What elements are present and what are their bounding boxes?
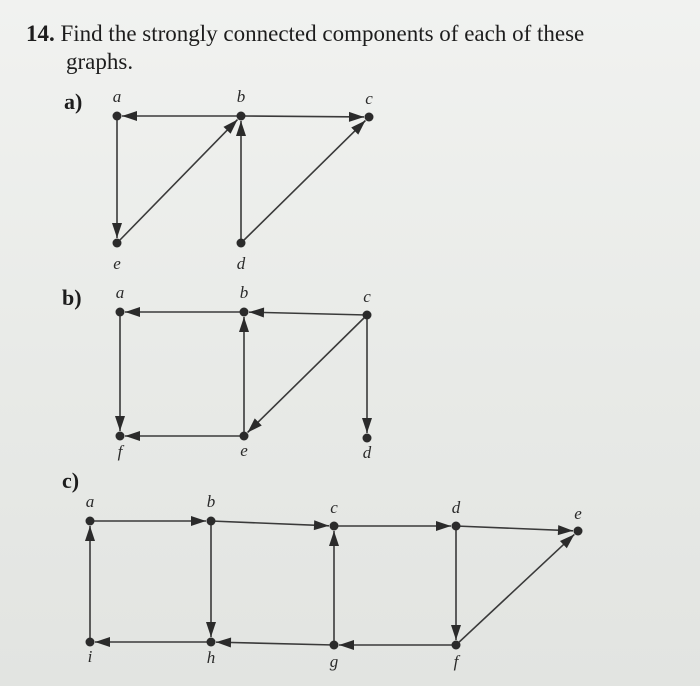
arrowhead-c-to-d	[362, 418, 372, 433]
edge-e-to-b	[117, 120, 238, 243]
arrowhead-a-to-f	[115, 416, 125, 431]
arrowhead-g-to-h	[216, 637, 231, 647]
edge-b-to-c	[241, 116, 364, 117]
arrowhead-c-to-d	[436, 521, 451, 531]
vertex-label-b: b	[239, 283, 249, 302]
arrowhead-e-to-b	[239, 317, 249, 332]
vertex-label-g: g	[329, 652, 339, 671]
question-text-line2: graphs.	[66, 49, 134, 74]
part-a-label: a)	[64, 89, 83, 114]
vertex-label-b: b	[236, 87, 246, 106]
vertex-label-h: h	[206, 648, 216, 667]
arrowhead-g-to-c	[329, 531, 339, 546]
vertex-e	[574, 527, 583, 536]
question-number: 14.	[26, 21, 55, 46]
arrowhead-d-to-e	[558, 525, 573, 535]
vertex-b	[207, 517, 216, 526]
vertex-label-f: f	[117, 442, 123, 461]
vertex-label-e: e	[113, 254, 121, 273]
vertex-h	[207, 638, 216, 647]
vertex-label-i: i	[87, 647, 93, 666]
vertex-d	[452, 522, 461, 531]
arrowhead-i-to-a	[85, 526, 95, 541]
part-b-label: b)	[62, 285, 82, 310]
arrowhead-h-to-i	[95, 637, 110, 647]
arrowhead-b-to-c	[314, 520, 329, 530]
graph-part-c	[85, 492, 583, 671]
graph-part-a	[112, 87, 374, 273]
vertex-label-c: c	[330, 498, 338, 517]
vertex-e	[240, 432, 249, 441]
edge-b-to-c	[211, 521, 329, 526]
edge-f-to-e	[456, 534, 574, 645]
vertex-a	[116, 308, 125, 317]
arrowhead-d-to-f	[451, 625, 461, 640]
arrowhead-a-to-b	[191, 516, 206, 526]
arrowhead-b-to-a	[125, 307, 140, 317]
question-text-line1: Find the strongly connected components of each of these	[60, 21, 585, 46]
vertex-label-f: f	[453, 652, 459, 671]
arrowhead-a-to-e	[112, 223, 122, 238]
vertex-a	[113, 112, 122, 121]
arrowhead-f-to-g	[339, 640, 354, 650]
edge-d-to-c	[241, 121, 365, 243]
arrowhead-b-to-a	[122, 111, 137, 121]
vertex-label-c: c	[365, 89, 373, 108]
vertex-c	[330, 522, 339, 531]
vertex-c	[363, 311, 372, 320]
vertex-f	[452, 641, 461, 650]
vertex-label-d: d	[451, 498, 461, 517]
vertex-b	[237, 112, 246, 121]
arrowhead-b-to-h	[206, 622, 216, 637]
vertex-d	[363, 434, 372, 443]
vertex-f	[116, 432, 125, 441]
edge-c-to-b	[249, 312, 367, 315]
vertex-e	[113, 239, 122, 248]
arrowhead-c-to-b	[249, 307, 264, 317]
vertex-c	[365, 113, 374, 122]
vertex-label-a: a	[112, 87, 122, 106]
vertex-label-d: d	[236, 254, 246, 273]
arrowhead-e-to-f	[125, 431, 140, 441]
vertex-b	[240, 308, 249, 317]
vertex-label-c: c	[363, 287, 371, 306]
vertex-g	[330, 641, 339, 650]
vertex-label-a: a	[85, 492, 95, 511]
arrowhead-d-to-b	[236, 121, 246, 136]
arrowhead-b-to-c	[349, 112, 364, 122]
vertex-i	[86, 638, 95, 647]
part-c-label: c)	[62, 468, 80, 493]
edge-g-to-h	[216, 642, 334, 645]
vertex-label-a: a	[115, 283, 125, 302]
edge-c-to-e	[248, 315, 367, 432]
vertex-a	[86, 517, 95, 526]
edge-d-to-e	[456, 526, 573, 531]
vertex-label-b: b	[206, 492, 216, 511]
graph-part-b	[115, 283, 372, 462]
vertex-label-e: e	[240, 441, 248, 460]
vertex-label-e: e	[574, 504, 582, 523]
vertex-d	[237, 239, 246, 248]
vertex-label-d: d	[362, 443, 372, 462]
